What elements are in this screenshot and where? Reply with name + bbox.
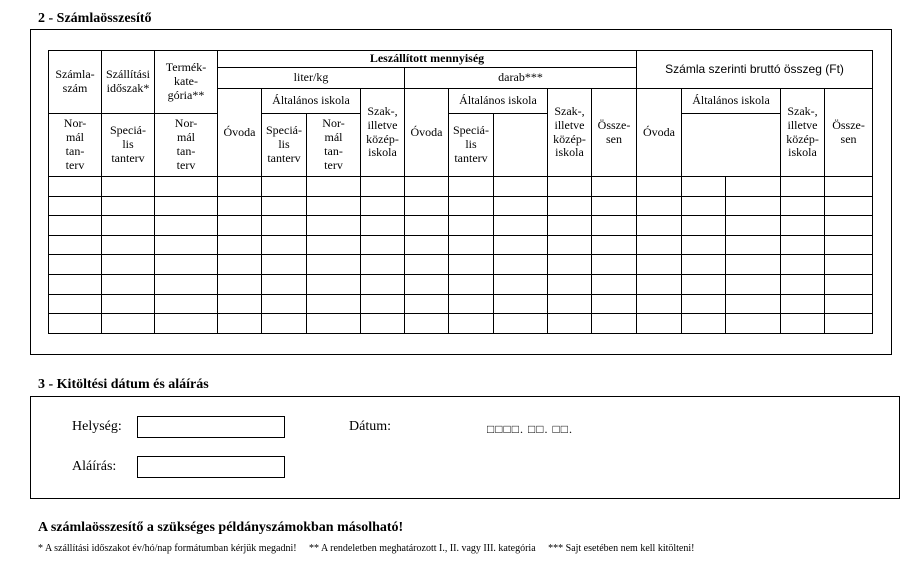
table-cell[interactable] bbox=[449, 294, 494, 314]
col-header-brutto-osszeg: Számla szerinti bruttó összeg (Ft) bbox=[637, 51, 873, 89]
table-cell[interactable] bbox=[49, 314, 102, 334]
table-cell[interactable] bbox=[102, 216, 155, 236]
table-cell[interactable] bbox=[102, 294, 155, 314]
table-cell[interactable] bbox=[825, 255, 873, 275]
table-cell[interactable] bbox=[262, 274, 307, 294]
table-cell[interactable] bbox=[262, 177, 307, 197]
col-header-szallitasi-idoszak: Szállítási időszak* bbox=[102, 51, 155, 114]
table-cell[interactable] bbox=[682, 216, 726, 236]
table-cell[interactable] bbox=[361, 235, 405, 255]
alairas-field[interactable] bbox=[137, 456, 285, 478]
table-cell[interactable] bbox=[781, 235, 825, 255]
col-header-normal-tanterv: Nor- mál tan- terv bbox=[49, 114, 102, 177]
table-cell[interactable] bbox=[781, 196, 825, 216]
col-header-szak-kozepiskola: Szak-, illetve közép- iskola bbox=[361, 89, 405, 177]
table-cell[interactable] bbox=[405, 196, 449, 216]
table-cell[interactable] bbox=[592, 255, 637, 275]
table-row bbox=[49, 177, 873, 197]
table-cell[interactable] bbox=[726, 294, 781, 314]
table-cell[interactable] bbox=[682, 196, 726, 216]
table-cell[interactable] bbox=[825, 274, 873, 294]
table-cell[interactable] bbox=[262, 314, 307, 334]
table-cell[interactable] bbox=[637, 196, 682, 216]
table-cell[interactable] bbox=[781, 177, 825, 197]
table-cell[interactable] bbox=[548, 255, 592, 275]
col-header-termekkategoria: Termék- kate- gória** bbox=[155, 51, 218, 114]
table-cell[interactable] bbox=[262, 235, 307, 255]
table-cell[interactable] bbox=[49, 177, 102, 197]
table-cell[interactable] bbox=[637, 255, 682, 275]
table-cell[interactable] bbox=[726, 216, 781, 236]
table-cell[interactable] bbox=[825, 294, 873, 314]
table-cell[interactable] bbox=[825, 177, 873, 197]
table-cell[interactable] bbox=[361, 216, 405, 236]
table-cell[interactable] bbox=[218, 177, 262, 197]
table-row bbox=[49, 274, 873, 294]
table-cell[interactable] bbox=[405, 255, 449, 275]
table-cell[interactable] bbox=[449, 255, 494, 275]
table-cell[interactable] bbox=[682, 235, 726, 255]
table-cell[interactable] bbox=[781, 294, 825, 314]
col-header-darab: darab*** bbox=[405, 68, 637, 89]
table-cell[interactable] bbox=[405, 235, 449, 255]
col-header-ovoda: Óvoda bbox=[405, 89, 449, 177]
table-row bbox=[49, 235, 873, 255]
table-cell[interactable] bbox=[155, 255, 218, 275]
table-cell[interactable] bbox=[548, 294, 592, 314]
table-cell[interactable] bbox=[449, 274, 494, 294]
table-row bbox=[49, 255, 873, 275]
col-header-szak-kozepiskola: Szak-, illetve közép- iskola bbox=[781, 89, 825, 177]
table-cell[interactable] bbox=[102, 177, 155, 197]
table-cell[interactable] bbox=[548, 216, 592, 236]
summary-table bbox=[48, 50, 873, 334]
table-cell[interactable] bbox=[682, 274, 726, 294]
table-cell[interactable] bbox=[102, 235, 155, 255]
table-cell[interactable] bbox=[102, 314, 155, 334]
table-cell[interactable] bbox=[682, 255, 726, 275]
table-cell[interactable] bbox=[592, 314, 637, 334]
table-cell[interactable] bbox=[102, 255, 155, 275]
table-row bbox=[49, 294, 873, 314]
col-header-szamlaszam: Számla- szám bbox=[49, 51, 102, 114]
table-cell[interactable] bbox=[592, 274, 637, 294]
table-cell[interactable] bbox=[49, 216, 102, 236]
table-cell[interactable] bbox=[494, 255, 548, 275]
table-cell[interactable] bbox=[825, 235, 873, 255]
table-cell[interactable] bbox=[405, 274, 449, 294]
table-cell[interactable] bbox=[494, 216, 548, 236]
table-cell[interactable] bbox=[494, 235, 548, 255]
copy-notice: A számlaösszesítő a szükséges példányszámokban másolható! bbox=[38, 520, 404, 535]
table-cell[interactable] bbox=[449, 216, 494, 236]
table-cell[interactable] bbox=[405, 216, 449, 236]
table-cell[interactable] bbox=[449, 177, 494, 197]
table-cell[interactable] bbox=[726, 177, 781, 197]
table-cell[interactable] bbox=[218, 314, 262, 334]
col-header-szak-kozepiskola: Szak-, illetve közép- iskola bbox=[548, 89, 592, 177]
col-header-ovoda: Óvoda bbox=[218, 89, 262, 177]
table-cell[interactable] bbox=[548, 196, 592, 216]
helyseg-field[interactable] bbox=[137, 416, 285, 438]
table-cell[interactable] bbox=[307, 294, 361, 314]
footnotes: * A szállítási időszakot év/hó/nap formátumban kérjük megadni! ** A rendeletben meghatározott I., II. vagy III. kategória *** Sajt esetében nem kell kitölteni! bbox=[38, 543, 695, 554]
table-cell[interactable] bbox=[102, 196, 155, 216]
table-cell[interactable] bbox=[825, 216, 873, 236]
table-cell[interactable] bbox=[592, 216, 637, 236]
col-header-altalanos-iskola: Általános iskola bbox=[449, 89, 548, 114]
table-cell[interactable] bbox=[592, 196, 637, 216]
table-cell[interactable] bbox=[494, 294, 548, 314]
col-header-altalanos-iskola: Általános iskola bbox=[682, 89, 781, 114]
table-cell[interactable] bbox=[637, 216, 682, 236]
table-cell[interactable] bbox=[361, 294, 405, 314]
table-cell[interactable] bbox=[825, 196, 873, 216]
col-header-specialis-tanterv: Speciá- lis tanterv bbox=[449, 114, 494, 177]
table-cell[interactable] bbox=[548, 274, 592, 294]
table-cell[interactable] bbox=[307, 255, 361, 275]
table-row bbox=[49, 314, 873, 334]
table-cell[interactable] bbox=[361, 255, 405, 275]
col-header-osszesen: Össze- sen bbox=[825, 89, 873, 177]
table-cell[interactable] bbox=[218, 274, 262, 294]
table-cell[interactable] bbox=[781, 274, 825, 294]
date-input-mask[interactable]: □□□□. □□. □□. bbox=[487, 422, 573, 436]
table-cell[interactable] bbox=[218, 294, 262, 314]
table-cell[interactable] bbox=[494, 274, 548, 294]
table-cell[interactable] bbox=[637, 274, 682, 294]
col-header-normal-tanterv: Nor- mál tan- terv bbox=[307, 114, 361, 177]
table-cell[interactable] bbox=[781, 255, 825, 275]
table-cell[interactable] bbox=[361, 177, 405, 197]
table-cell[interactable] bbox=[548, 235, 592, 255]
table-cell[interactable] bbox=[494, 196, 548, 216]
col-header-specialis-tanterv: Speciá- lis tanterv bbox=[262, 114, 307, 177]
table-cell[interactable] bbox=[307, 196, 361, 216]
table-cell[interactable] bbox=[405, 294, 449, 314]
table-cell[interactable] bbox=[494, 314, 548, 334]
table-cell[interactable] bbox=[49, 294, 102, 314]
table-cell[interactable] bbox=[449, 314, 494, 334]
table-row bbox=[49, 196, 873, 216]
col-header-osszesen: Össze- sen bbox=[592, 89, 637, 177]
table-cell[interactable] bbox=[307, 216, 361, 236]
table-cell[interactable] bbox=[218, 255, 262, 275]
table-cell[interactable] bbox=[155, 177, 218, 197]
table-cell[interactable] bbox=[155, 196, 218, 216]
table-cell[interactable] bbox=[218, 196, 262, 216]
table-cell[interactable] bbox=[307, 274, 361, 294]
table-cell[interactable] bbox=[218, 235, 262, 255]
table-cell[interactable] bbox=[592, 235, 637, 255]
table-cell[interactable] bbox=[102, 274, 155, 294]
table-cell[interactable] bbox=[49, 235, 102, 255]
table-cell[interactable] bbox=[682, 177, 726, 197]
table-cell[interactable] bbox=[548, 177, 592, 197]
table-cell[interactable] bbox=[155, 274, 218, 294]
table-cell[interactable] bbox=[592, 294, 637, 314]
table-cell[interactable] bbox=[155, 314, 218, 334]
datum-label: Dátum: bbox=[349, 419, 391, 434]
table-cell[interactable] bbox=[155, 216, 218, 236]
table-cell[interactable] bbox=[307, 314, 361, 334]
table-cell[interactable] bbox=[726, 255, 781, 275]
table-cell[interactable] bbox=[155, 235, 218, 255]
table-cell[interactable] bbox=[825, 314, 873, 334]
table-cell[interactable] bbox=[262, 196, 307, 216]
table-cell[interactable] bbox=[49, 255, 102, 275]
table-cell[interactable] bbox=[781, 216, 825, 236]
table-cell[interactable] bbox=[682, 294, 726, 314]
table-cell[interactable] bbox=[494, 177, 548, 197]
table-cell[interactable] bbox=[726, 196, 781, 216]
table-cell[interactable] bbox=[405, 314, 449, 334]
table-cell[interactable] bbox=[449, 196, 494, 216]
table-cell[interactable] bbox=[781, 314, 825, 334]
helyseg-label: Helység: bbox=[72, 419, 122, 434]
table-cell[interactable] bbox=[637, 294, 682, 314]
table-cell[interactable] bbox=[155, 294, 218, 314]
table-cell[interactable] bbox=[637, 177, 682, 197]
table-cell[interactable] bbox=[405, 177, 449, 197]
section3-frame bbox=[30, 396, 900, 499]
table-cell[interactable] bbox=[262, 255, 307, 275]
table-cell[interactable] bbox=[361, 196, 405, 216]
section3-title: 3 - Kitöltési dátum és aláírás bbox=[38, 377, 209, 392]
table-cell[interactable] bbox=[262, 294, 307, 314]
col-header-leszallitott-mennyiseg: Leszállított mennyiség bbox=[218, 51, 637, 68]
table-cell[interactable] bbox=[262, 216, 307, 236]
table-cell[interactable] bbox=[592, 177, 637, 197]
table-cell[interactable] bbox=[637, 314, 682, 334]
table-cell[interactable] bbox=[307, 235, 361, 255]
table-cell[interactable] bbox=[307, 177, 361, 197]
col-header-ovoda: Óvoda bbox=[637, 89, 682, 177]
table-cell[interactable] bbox=[218, 216, 262, 236]
table-cell[interactable] bbox=[449, 235, 494, 255]
section2-title: 2 - Számlaösszesítő bbox=[38, 11, 152, 26]
table-row bbox=[49, 216, 873, 236]
table-cell[interactable] bbox=[548, 314, 592, 334]
table-cell[interactable] bbox=[726, 235, 781, 255]
alairas-label: Aláírás: bbox=[72, 459, 117, 474]
col-header-specialis-tanterv: Speciá- lis tanterv bbox=[102, 114, 155, 177]
col-header-normal-tanterv: Nor- mál tan- terv bbox=[155, 114, 218, 177]
col-header-liter-kg: liter/kg bbox=[218, 68, 405, 89]
table-cell[interactable] bbox=[682, 314, 726, 334]
table-cell[interactable] bbox=[726, 314, 781, 334]
table-cell[interactable] bbox=[49, 274, 102, 294]
table-cell[interactable] bbox=[637, 235, 682, 255]
table-cell[interactable] bbox=[726, 274, 781, 294]
table-cell[interactable] bbox=[361, 274, 405, 294]
table-cell[interactable] bbox=[49, 196, 102, 216]
col-header-altalanos-iskola: Általános iskola bbox=[262, 89, 361, 114]
table-cell[interactable] bbox=[361, 314, 405, 334]
